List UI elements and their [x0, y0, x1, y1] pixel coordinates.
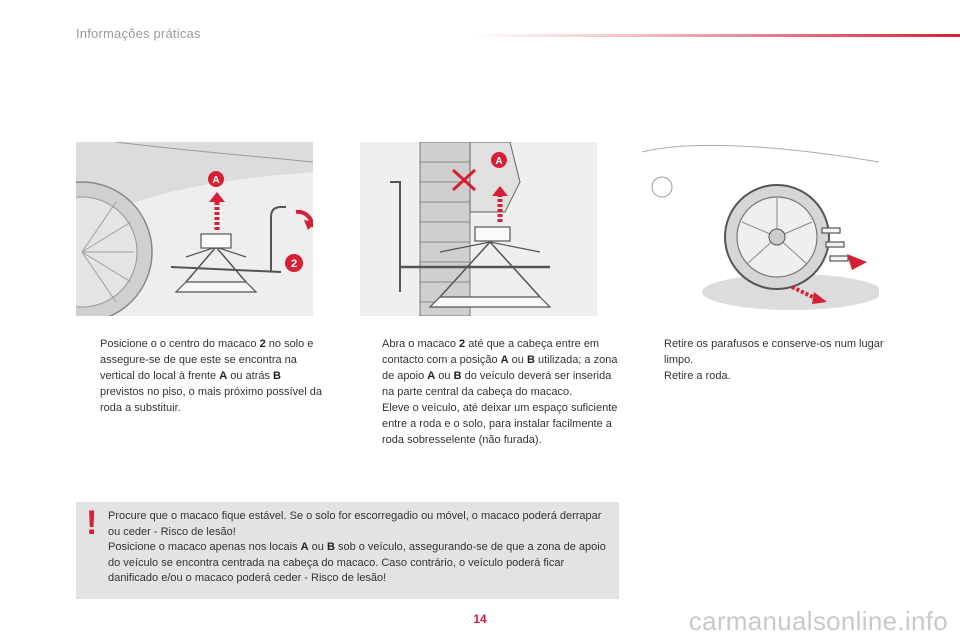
illustration-wheel-removal — [642, 142, 879, 316]
warning-line-1: Procure que o macaco fique estável. Se o solo for escorregadio ou móvel, o macaco poderá derrapar ou ceder - Risco de lesão! — [108, 510, 602, 538]
instruction-column-1 — [78, 336, 328, 416]
bullet-item: Eleve o veículo, até deixar um espaço suficiente entre a roda e o solo, para instalar facilmente a roda sobresselente (não furada). — [382, 402, 618, 446]
bullet-item: Posicione o o centro do macaco 2 no solo e assegure-se de que este se encontra na vertical do local à frente A ou atrás B previstos no piso, o mais próximo possível da roda a substituir. — [100, 338, 322, 414]
bullet-item: Retire os parafusos e conserve-os num lugar limpo. — [664, 338, 884, 366]
bullet-item: Retire a roda. — [664, 370, 731, 382]
illustration-jack-raising — [360, 142, 597, 316]
label-a: A — [212, 175, 220, 186]
bullet-item: Abra o macaco 2 até que a cabeça entre em contacto com a posição A ou B utilizada; a zona de apoio A ou B do veículo deverá ser inserida na parte central da cabeça do macaco. — [382, 338, 618, 398]
page-number: 14 — [473, 612, 487, 626]
instruction-column-2 — [360, 336, 622, 448]
wheel-removal-drawing — [642, 142, 879, 316]
warning-icon: ! — [86, 504, 98, 542]
instruction-column-3 — [642, 336, 892, 384]
warning-box — [76, 502, 619, 599]
warning-line-2: Posicione o macaco apenas nos locais A ou B sob o veículo, assegurando-se de que a zona de apoio do veículo se encontra centrada na cabeça do macaco. Caso contrário, o veículo poderá ficar danificado e/ou o macaco poderá ceder - Risco de lesão! — [108, 541, 606, 585]
jack-positioning-drawing — [76, 142, 313, 316]
warning-text — [108, 509, 608, 587]
label-2: 2 — [290, 258, 298, 270]
header-rule — [470, 34, 960, 37]
jack-raising-drawing — [360, 142, 597, 316]
label-a: A — [495, 156, 503, 167]
watermark: carmanualsonline.info — [688, 606, 948, 636]
illustration-jack-positioning — [76, 142, 313, 316]
section-title: Informações práticas — [76, 26, 201, 41]
